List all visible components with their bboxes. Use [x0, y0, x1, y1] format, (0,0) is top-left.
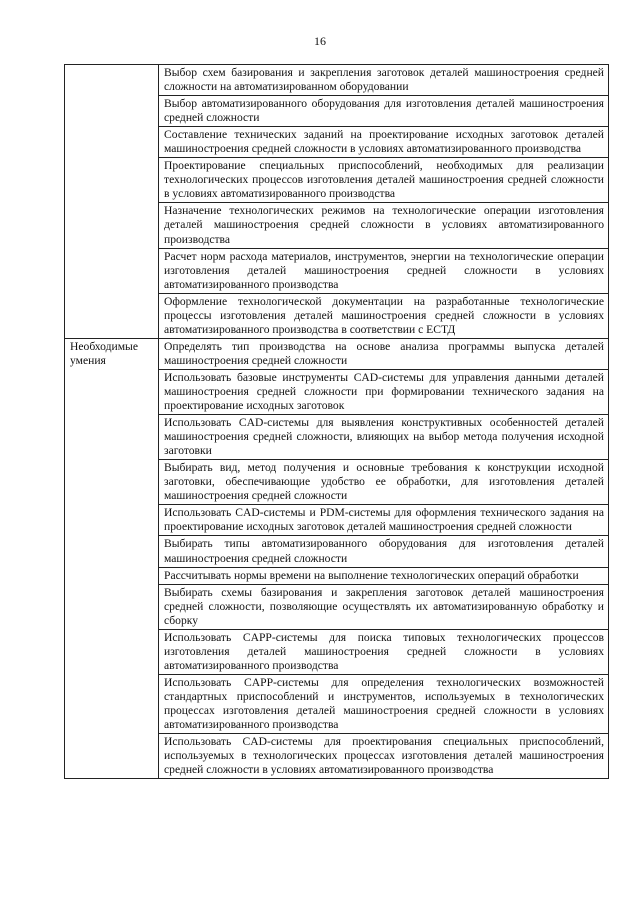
skill-text: Использовать CAD-системы для выявления конструктивных особенностей деталей машиностроения средней сложности, влияющих на выбор метода получения исходной заготовки [159, 415, 609, 460]
action-text: Расчет норм расхода материалов, инструментов, энергии на технологические операции изготовления деталей машиностроения средней сложности в условиях автоматизированного производства [159, 248, 609, 293]
page-number: 16 [314, 34, 326, 48]
skill-text: Выбирать схемы базирования и закрепления заготовок деталей машиностроения средней сложности, позволяющие осуществлять их автоматизированную обработку и сборку [159, 584, 609, 629]
skill-text: Рассчитывать нормы времени на выполнение технологических операций обработки [159, 567, 609, 584]
skills-label: Необходимые умения [65, 338, 159, 778]
skill-text: Выбирать вид, метод получения и основные требования к конструкции исходной заготовки, обеспечивающие удобство ее обработки, для изготовления деталей машиностроения средней сложности [159, 460, 609, 505]
action-text: Выбор автоматизированного оборудования для изготовления деталей машиностроения средней сложности [159, 96, 609, 127]
action-text: Выбор схем базирования и закрепления заготовок деталей машиностроения средней сложности на автоматизированном оборудовании [159, 65, 609, 96]
table-row [65, 65, 609, 96]
skill-text: Использовать CAD-системы и PDM-системы для оформления технического задания на проектирование исходных заготовок деталей машиностроения средней сложности [159, 505, 609, 536]
skill-text: Использовать CAD-системы для проектирования специальных приспособлений, используемых в технологических процессах изготовления деталей машиностроения средней сложности в условиях автоматизированного производства [159, 734, 609, 779]
skill-text: Выбирать типы автоматизированного оборудования для изготовления деталей машиностроения средней сложности [159, 536, 609, 567]
skill-text: Использовать базовые инструменты CAD-системы для управления данными деталей машиностроения средней сложности при формировании технического задания на проектирование исходных заготовок [159, 369, 609, 414]
competency-table [64, 64, 609, 779]
label-cell-empty [65, 65, 159, 339]
action-text: Проектирование специальных приспособлений, необходимых для реализации технологических процессов изготовления деталей машиностроения средней сложности в условиях автоматизированного производства [159, 158, 609, 203]
action-text: Назначение технологических режимов на технологические операции изготовления деталей машиностроения средней сложности в условиях автоматизированного производства [159, 203, 609, 248]
skill-text: Определять тип производства на основе анализа программы выпуска деталей машиностроения средней сложности [159, 338, 609, 369]
action-text: Оформление технологической документации на разработанные технологические процессы изготовления деталей машиностроения средней сложности в условиях автоматизированного производства в соответствии с ЕСТД [159, 293, 609, 338]
action-text: Составление технических заданий на проектирование исходных заготовок деталей машиностроения средней сложности в условиях автоматизированного производства [159, 127, 609, 158]
skill-text: Использовать CAPP-системы для поиска типовых технологических процессов изготовления деталей машиностроения средней сложности в условиях автоматизированного производства [159, 629, 609, 674]
table-row [65, 338, 609, 369]
skill-text: Использовать CAPP-системы для определения технологических возможностей стандартных приспособлений и инструментов, используемых в технологических процессах изготовления деталей машиностроения средней сложности в условиях автоматизированного производства [159, 674, 609, 733]
